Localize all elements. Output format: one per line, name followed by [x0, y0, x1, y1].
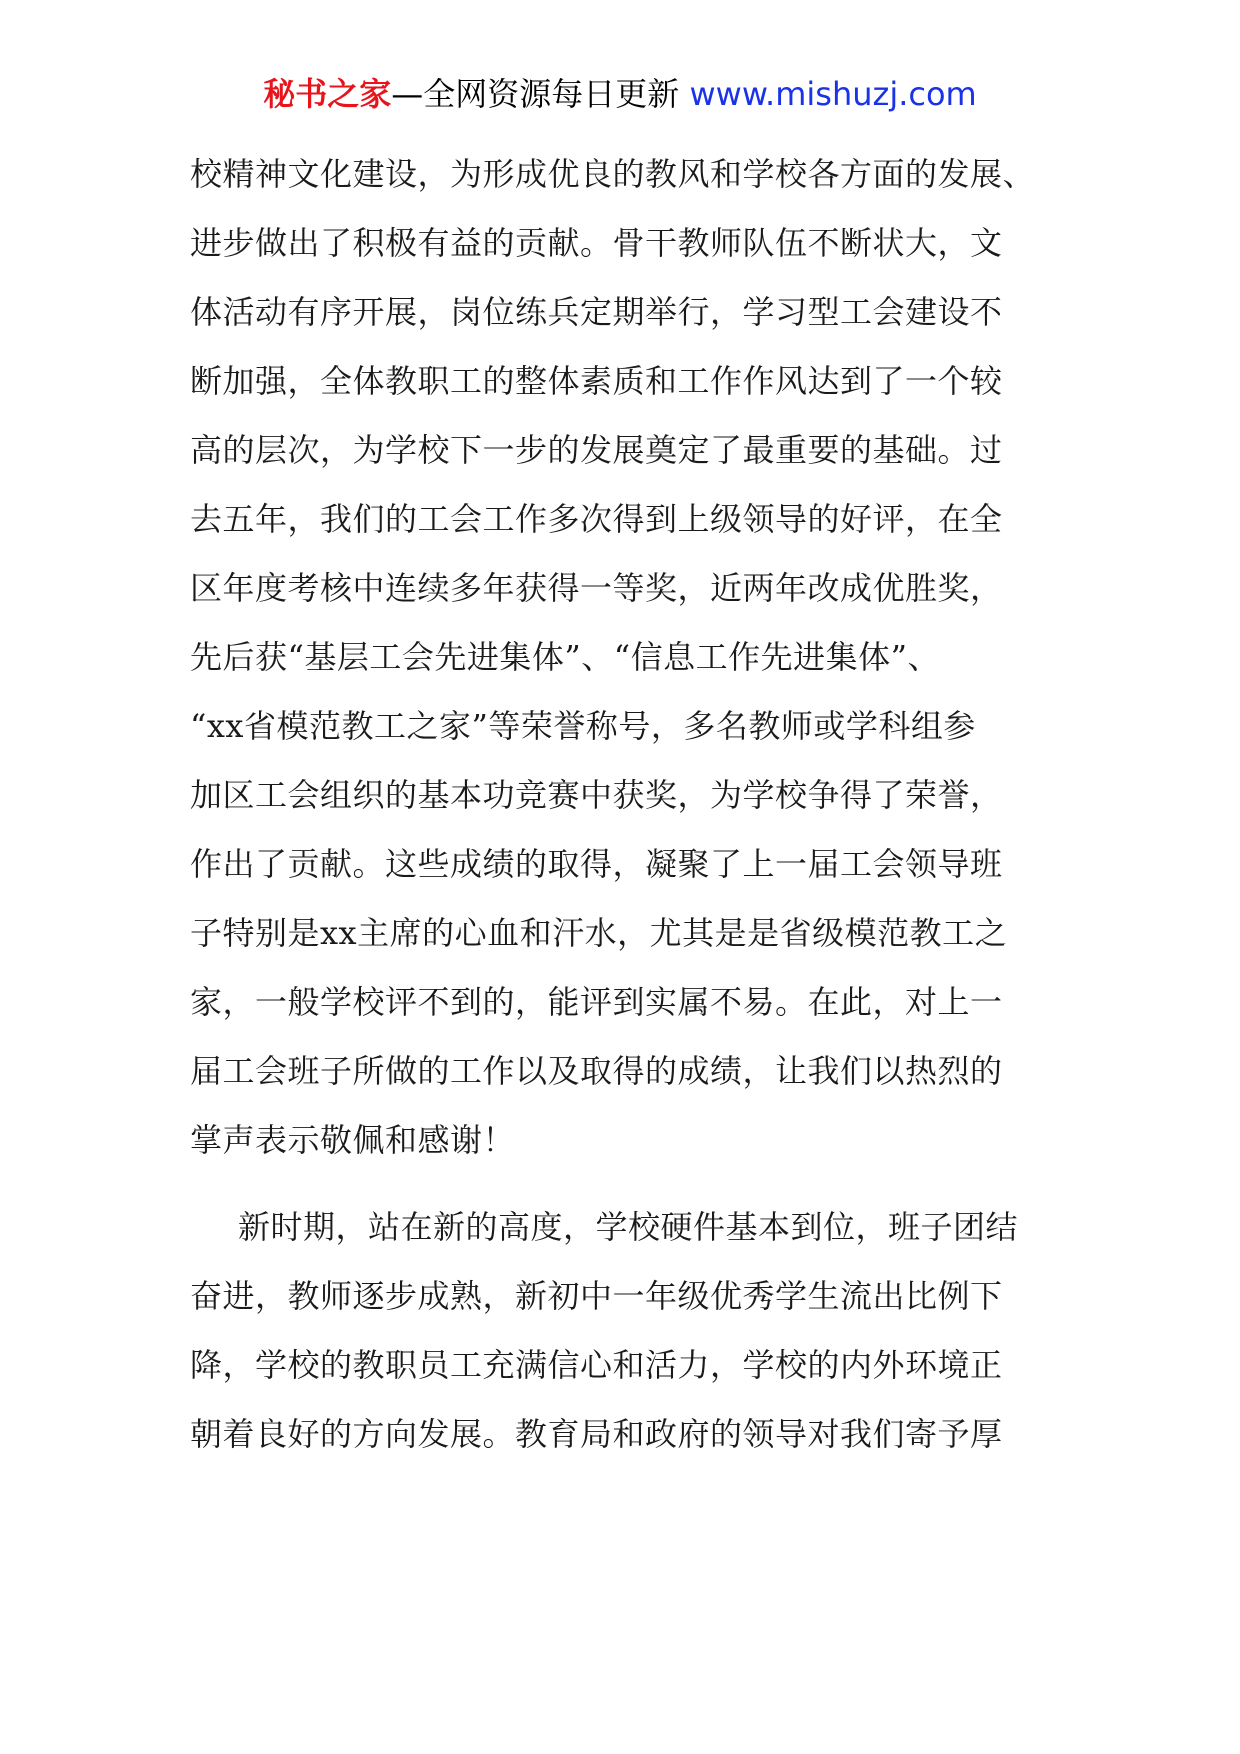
header-tagline: —全网资源每日更新 — [391, 75, 690, 113]
text-line: 新时期，站在新的高度，学校硬件基本到位，班子团结 — [238, 1208, 1019, 1246]
text-line: 朝着良好的方向发展。教育局和政府的领导对我们寄予厚 — [190, 1415, 1003, 1453]
text-line: 先后获“基层工会先进集体”、“信息工作先进集体”、 — [190, 638, 940, 676]
text-line: 断加强，全体教职工的整体素质和工作作风达到了一个较 — [190, 362, 1003, 400]
text-line: 子特别是xx主席的心血和汗水，尤其是是省级模范教工之 — [190, 914, 1008, 952]
paragraph-1 — [190, 140, 1070, 1175]
text-line: 届工会班子所做的工作以及取得的成绩，让我们以热烈的 — [190, 1052, 1003, 1090]
text-line: “xx省模范教工之家”等荣誉称号，多名教师或学科组参 — [190, 707, 976, 745]
text-line: 区年度考核中连续多年获得一等奖，近两年改成优胜奖， — [190, 569, 1003, 607]
text-line: 加区工会组织的基本功竞赛中获奖，为学校争得了荣誉， — [190, 776, 1003, 814]
text-line: 作出了贡献。这些成绩的取得，凝聚了上一届工会领导班 — [190, 845, 1003, 883]
page-header — [0, 72, 1240, 116]
text-line: 去五年，我们的工会工作多次得到上级领导的好评，在全 — [190, 500, 1003, 538]
text-line: 降，学校的教职员工充满信心和活力，学校的内外环境正 — [190, 1346, 1003, 1384]
document-body — [190, 140, 1070, 1469]
paragraph-2 — [190, 1193, 1070, 1469]
header-url-link[interactable]: www.mishuzj.com — [689, 75, 977, 113]
text-line: 奋进，教师逐步成熟，新初中一年级优秀学生流出比例下 — [190, 1277, 1003, 1315]
text-line: 体活动有序开展，岗位练兵定期举行，学习型工会建设不 — [190, 293, 1003, 331]
text-line: 校精神文化建设，为形成优良的教风和学校各方面的发展、 — [190, 155, 1036, 193]
paragraph-gap — [190, 1175, 1070, 1193]
text-line: 家，一般学校评不到的，能评到实属不易。在此，对上一 — [190, 983, 1003, 1021]
text-line: 掌声表示敬佩和感谢！ — [190, 1121, 516, 1159]
header-brand: 秘书之家 — [263, 75, 392, 113]
text-line: 进步做出了积极有益的贡献。骨干教师队伍不断状大，文 — [190, 224, 1003, 262]
text-line: 高的层次，为学校下一步的发展奠定了最重要的基础。过 — [190, 431, 1003, 469]
